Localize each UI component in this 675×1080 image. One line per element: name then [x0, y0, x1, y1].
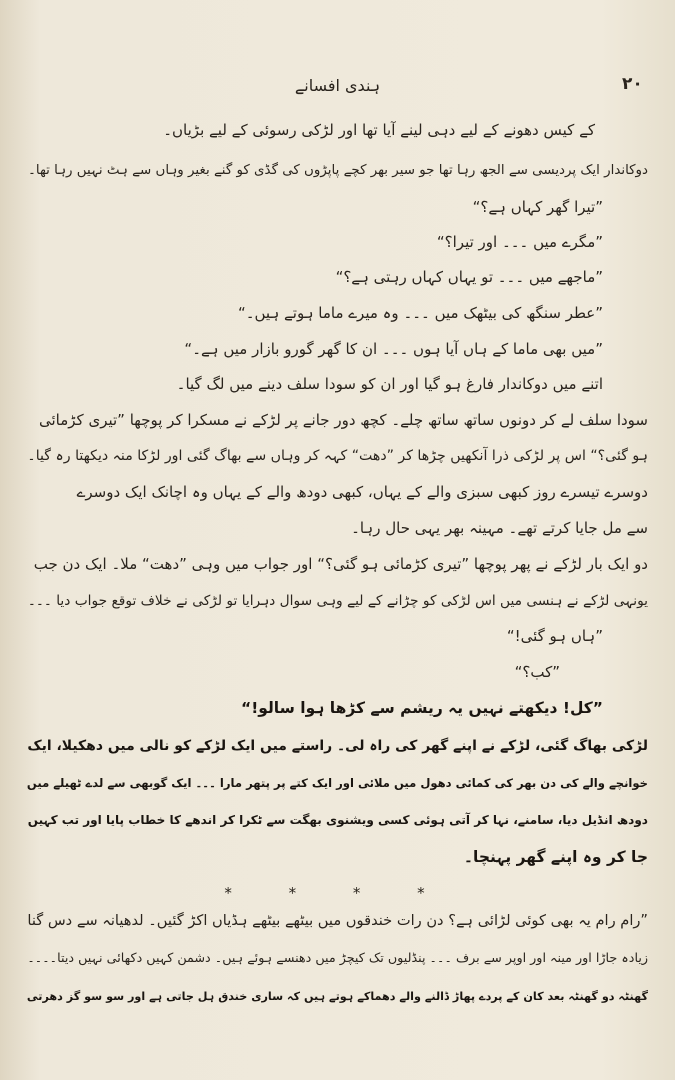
- dialogue-line: ”کل! دیکھتے نہیں یہ ریشم سے کڑھا ہوا سالو!“: [241, 699, 603, 717]
- text-line: ”رام رام یہ بھی کوئی لڑائی ہے؟ دن رات خندقوں میں بیٹھے بیٹھے ہڈیاں اکڑ گئیں۔ لدھیانہ سے دس گنا: [27, 912, 648, 929]
- text-line: سے مل جایا کرتے تھے۔ مہینہ بھر یہی حال رہا۔: [351, 519, 648, 537]
- text-line: سودا سلف لے کر دونوں ساتھ ساتھ چلے۔ کچھ دور جانے پر لڑکے نے مسکرا کر پوچھا ”تیری کڑمائی: [39, 411, 648, 429]
- text-line: زیادہ جاڑا اور مینہ اور اوپر سے برف ۔۔۔ پنڈلیوں تک کیچڑ میں دھنسے ہوئے ہیں۔ دشمن کہیں دکھائی نہیں دیتا۔۔۔۔: [27, 950, 648, 965]
- section-break: * * * *: [224, 884, 451, 902]
- text-line: گھنٹہ دو گھنٹہ بعد کان کے پردے پھاڑ ڈالنے والے دھماکے ہوتے ہیں کہ ساری خندق ہل جاتی ہے اور سو سو گز دھرتی: [26, 990, 648, 1003]
- text-line: دوکاندار ایک پردیسی سے الجھ رہا تھا جو سیر بھر کچے پاپڑوں کی گڈی کو گنے بغیر وہاں سے ہٹ نہیں رہا تھا۔: [28, 163, 648, 178]
- text-line: خوانچے والے کی دن بھر کی کمائی دھول میں ملائی اور ایک کتے پر پتھر مارا ۔۔۔ ایک گوبھی سے لدے ٹھیلے میں: [26, 776, 648, 790]
- dialogue-line: ”میں بھی ماما کے ہاں آیا ہوں ۔۔۔ ان کا گھر گورو بازار میں ہے۔“: [184, 340, 603, 358]
- text-line: ہو گئی؟“ اس پر لڑکی ذرا آنکھیں چڑھا کر ”دھت“ کہہ کر وہاں سے بھاگ گئی اور لڑکا منہ دیکھتا رہ گیا۔: [27, 448, 648, 464]
- text-line: جا کر وہ اپنے گھر پہنچا۔: [463, 848, 648, 866]
- text-line: کے کیس دھونے کے لیے دہی لینے آیا تھا اور لڑکی رسوئی کے لیے بڑیاں۔: [163, 121, 595, 139]
- page-number: ۲۰: [622, 74, 643, 94]
- text-line: دو ایک بار لڑکے نے پھر پوچھا ”تیری کڑمائی ہو گئی؟“ اور جواب میں وہی ”دھت“ ملا۔ ایک دن جب: [33, 555, 648, 573]
- dialogue-line: ”ہاں ہو گئی!“: [506, 627, 603, 645]
- text-line: اتنے میں دوکاندار فارغ ہو گیا اور ان کو سودا سلف دینے میں لگ گیا۔: [176, 375, 603, 393]
- text-line: لڑکی بھاگ گئی، لڑکے نے اپنے گھر کی راہ لی۔ راستے میں ایک لڑکے کو نالی میں دھکیلا، ایک: [27, 738, 648, 754]
- dialogue-line: ”کب؟“: [514, 663, 560, 681]
- running-title: ہندی افسانے: [294, 76, 381, 95]
- dialogue-line: ”ماجھے میں ۔۔۔ تو یہاں کہاں رہتی ہے؟“: [335, 268, 603, 286]
- dialogue-line: ”مگرے میں ۔۔۔ اور تیرا؟“: [436, 233, 603, 251]
- text-line: یونہی لڑکے نے ہنسی میں اس لڑکی کو چڑانے کے لیے وہی سوال دہرایا تو لڑکی نے خلاف توقع جواب دیا ۔۔۔: [27, 593, 648, 609]
- dialogue-line: ”عطر سنگھ کی بیٹھک میں ۔۔۔ وہ میرے ماما ہوتے ہیں۔“: [237, 304, 603, 322]
- text-line: دوسرے تیسرے روز کبھی سبزی والے کے یہاں، کبھی دودھ والے کے یہاں وہ اچانک ایک دوسرے: [76, 483, 648, 501]
- dialogue-line: ”تیرا گھر کہاں ہے؟“: [472, 198, 603, 216]
- text-line: دودھ انڈیل دیا، سامنے، نہا کر آتی ہوئی کسی ویشنوی بھگت سے ٹکرا کر اندھے کا خطاب پایا اور تب کہیں: [27, 813, 648, 827]
